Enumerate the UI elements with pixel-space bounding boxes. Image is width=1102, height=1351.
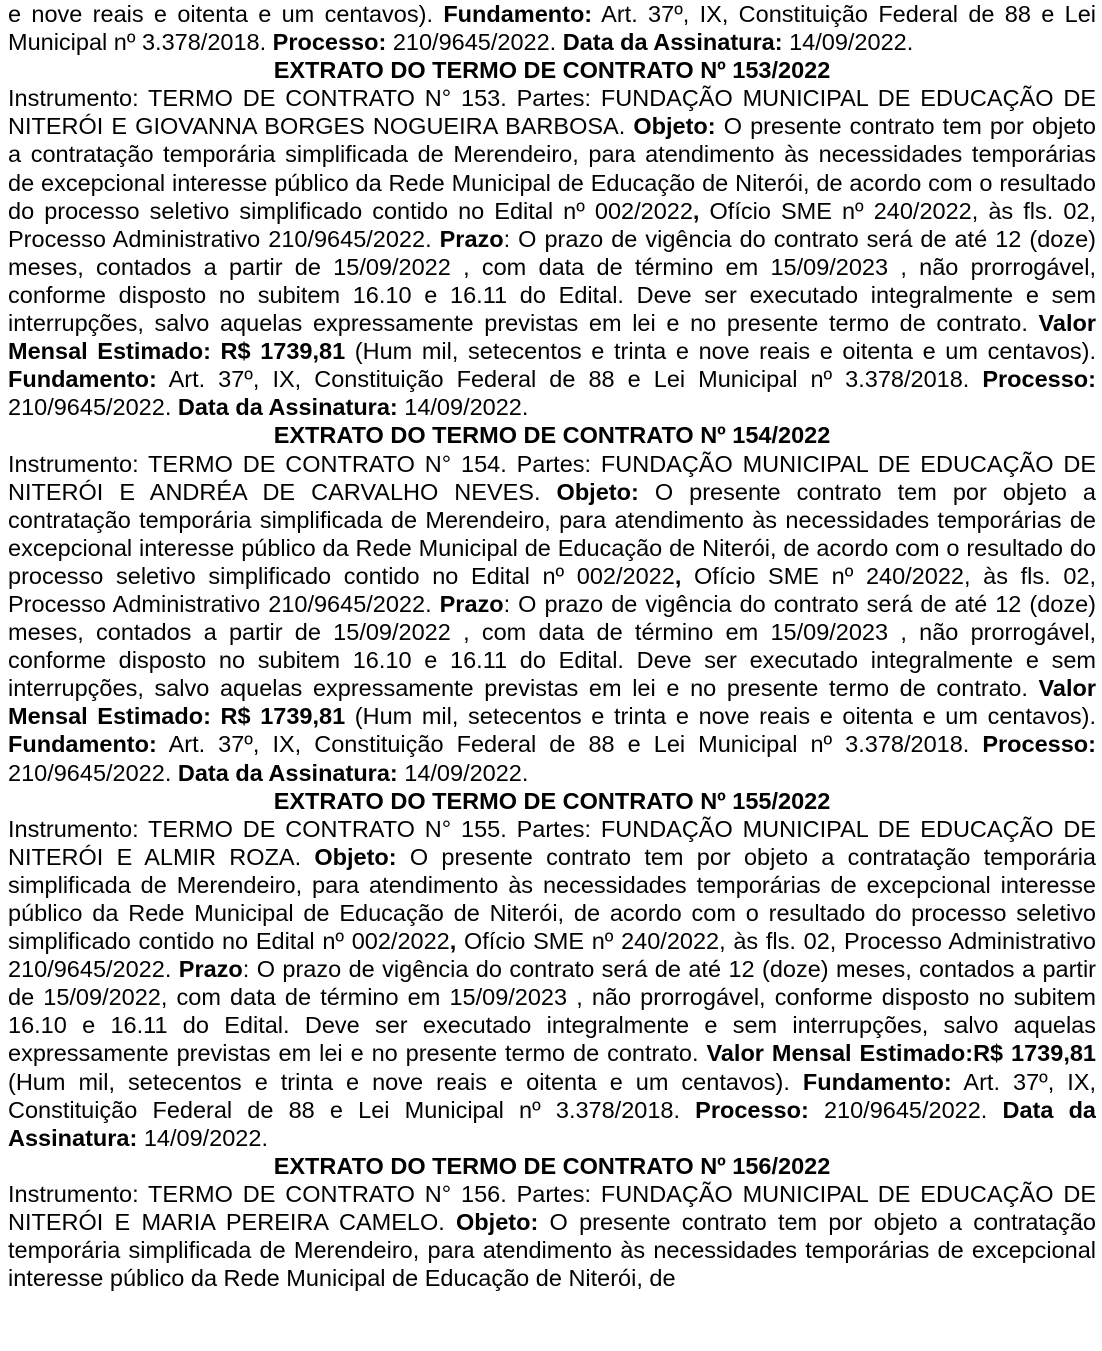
prazo-text: : O prazo de vigência do contrato será de até 12 (doze) meses, contados a partir de 15/09/2022 , com data de término em 15/09/2023 , não prorrogável, conforme disposto no subitem 16.10 e 16.11 do Edital. Deve ser executado integralmente e sem interrupções, salvo aquelas expressamente previstas em lei e no presente termo de contrato. xyxy=(8,225,1096,337)
prazo-label: Prazo xyxy=(439,590,504,617)
intro-data-label: Data da Assinatura: xyxy=(562,29,783,56)
extract-heading: EXTRATO DO TERMO DE CONTRATO Nº 154/2022 xyxy=(273,422,831,449)
instrumento-text: Instrumento: TERMO DE CONTRATO N° 155. Partes: FUNDAÇÃO MUNICIPAL DE EDUCAÇÃO DE NITERÓI E ALMIR ROZA. xyxy=(8,815,1096,870)
intro-processo-label: Processo: xyxy=(272,29,387,56)
extract-heading: EXTRATO DO TERMO DE CONTRATO Nº 155/2022 xyxy=(273,787,831,814)
data-assinatura-text: 14/09/2022. xyxy=(397,759,529,786)
prazo-label: Prazo xyxy=(439,225,504,252)
fundamento-text: Art. 37º, IX, Constituição Federal de 88 e Lei Municipal nº 3.378/2018. xyxy=(156,366,983,393)
fundamento-label: Fundamento: xyxy=(802,1068,952,1095)
intro-text: e nove reais e oitenta e um centavos). xyxy=(8,1,444,27)
valor-label: Valor Mensal Estimado: R$ 1739,81 xyxy=(8,675,1096,730)
valor-text: (Hum mil, setecentos e trinta e nove reais e oitenta e um centavos). xyxy=(345,338,1096,365)
data-assinatura-label: Data da Assinatura: xyxy=(8,1096,1096,1151)
prazo-label: Prazo xyxy=(178,956,243,983)
extract-heading: EXTRATO DO TERMO DE CONTRATO Nº 153/2022 xyxy=(273,57,831,84)
extract-body xyxy=(8,84,1096,421)
data-assinatura-text: 14/09/2022. xyxy=(397,394,529,421)
extract-body xyxy=(8,450,1096,787)
objeto-label: Objeto: xyxy=(456,1209,539,1236)
extract-heading: EXTRATO DO TERMO DE CONTRATO Nº 156/2022 xyxy=(273,1152,831,1179)
processo-text: 210/9645/2022. xyxy=(8,759,178,786)
valor-label: Valor Mensal Estimado: R$ 1739,81 xyxy=(8,310,1096,365)
intro-processo-text: 210/9645/2022. xyxy=(386,29,563,56)
instrumento-text: Instrumento: TERMO DE CONTRATO N° 154. Partes: FUNDAÇÃO MUNICIPAL DE EDUCAÇÃO DE NITERÓI E ANDRÉA DE CARVALHO NEVES. xyxy=(8,450,1096,505)
objeto-label: Objeto: xyxy=(633,113,716,140)
data-assinatura-text: 14/09/2022. xyxy=(137,1124,268,1151)
processo-text: 210/9645/2022. xyxy=(808,1096,1003,1123)
extract-153 xyxy=(8,56,1096,421)
fundamento-label: Fundamento: xyxy=(8,731,157,758)
fundamento-text: Art. 37º, IX, Constituição Federal de 88 e Lei Municipal nº 3.378/2018. xyxy=(156,731,983,758)
objeto-text: O presente contrato tem por objeto a contratação temporária simplificada de Merendeiro, para atendimento às necessidades temporárias de excepcional interesse público da Rede Municipal de Educação de Niterói, de acordo com o resultado do processo seletivo simplificado contido no Edital nº 002/2022 xyxy=(8,478,1096,589)
objeto-comma: , xyxy=(674,562,682,589)
valor-label: Valor Mensal Estimado:R$ 1739,81 xyxy=(706,1040,1096,1067)
objeto-tail: Ofício SME nº 240/2022, às fls. 02, Processo Administrativo 210/9645/2022. xyxy=(8,197,1096,252)
objeto-comma: , xyxy=(449,928,457,955)
fundamento-text: Art. 37º, IX, Constituição Federal de 88 e Lei Municipal nº 3.378/2018. xyxy=(8,1068,1096,1123)
valor-text: (Hum mil, setecentos e trinta e nove reais e oitenta e um centavos). xyxy=(345,703,1096,730)
processo-label: Processo: xyxy=(982,366,1096,393)
data-assinatura-label: Data da Assinatura: xyxy=(177,394,398,421)
processo-label: Processo: xyxy=(695,1096,809,1123)
valor-text: (Hum mil, setecentos e trinta e nove reais e oitenta e um centavos). xyxy=(8,1068,803,1095)
instrumento-text: Instrumento: TERMO DE CONTRATO N° 156. Partes: FUNDAÇÃO MUNICIPAL DE EDUCAÇÃO DE NITERÓI E MARIA PEREIRA CAMELO. xyxy=(8,1180,1096,1236)
prazo-text: : O prazo de vigência do contrato será de até 12 (doze) meses, contados a partir de 15/09/2022 , com data de término em 15/09/2023 , não prorrogável, conforme disposto no subitem 16.10 e 16.11 do Edital. Deve ser executado integralmente e sem interrupções, salvo aquelas expressamente previstas em lei e no presente termo de contrato. xyxy=(8,590,1096,702)
objeto-text: O presente contrato tem por objeto a contratação temporária simplificada de Merendeiro, para atendimento às necessidades temporárias de excepcional interesse público da Rede Municipal de Educação de Niterói, de acordo com o resultado do processo seletivo simplificado contido no Edital nº 002/2022 xyxy=(8,843,1096,955)
extract-body xyxy=(8,1180,1096,1292)
extract-155 xyxy=(8,787,1096,1152)
fundamento-label: Fundamento: xyxy=(8,366,157,393)
objeto-label: Objeto: xyxy=(314,843,397,870)
extract-154 xyxy=(8,421,1096,786)
objeto-label: Objeto: xyxy=(556,478,639,505)
intro-fundamento-text: Art. 37º, IX, Constituição Federal de 88 e Lei Municipal nº 3.378/2018. xyxy=(8,1,1096,56)
document-page xyxy=(8,0,1096,1351)
objeto-comma: , xyxy=(692,197,700,224)
data-assinatura-label: Data da Assinatura: xyxy=(177,759,398,786)
intro-fundamento-label: Fundamento: xyxy=(443,1,593,27)
objeto-text: O presente contrato tem por objeto a contratação temporária simplificada de Merendeiro, para atendimento às necessidades temporárias de excepcional interesse público da Rede Municipal de Educação de Niterói, de xyxy=(8,1209,1096,1292)
objeto-text: O presente contrato tem por objeto a contratação temporária simplificada de Merendeiro, para atendimento às necessidades temporárias de excepcional interesse público da Rede Municipal de Educação de Niterói, de acordo com o resultado do processo seletivo simplificado contido no Edital nº 002/2022 xyxy=(8,113,1096,224)
extract-body xyxy=(8,815,1096,1152)
processo-text: 210/9645/2022. xyxy=(8,394,178,421)
processo-label: Processo: xyxy=(982,731,1096,758)
prazo-text: : O prazo de vigência do contrato será de até 12 (doze) meses, contados a partir de 15/09/2022, com data de término em 15/09/2023 , não prorrogável, conforme disposto no subitem 16.10 e 16.11 do Edital. Deve ser executado integralmente e sem interrupções, salvo aquelas expressamente previstas em lei e no presente termo de contrato. xyxy=(8,956,1096,1067)
objeto-tail: Ofício SME nº 240/2022, às fls. 02, Processo Administrativo 210/9645/2022. xyxy=(8,928,1096,983)
intro-data-text: 14/09/2022. xyxy=(782,29,914,56)
instrumento-text: Instrumento: TERMO DE CONTRATO N° 153. Partes: FUNDAÇÃO MUNICIPAL DE EDUCAÇÃO DE NITERÓI E GIOVANNA BORGES NOGUEIRA BARBOSA. xyxy=(8,85,1096,140)
objeto-tail: Ofício SME nº 240/2022, às fls. 02, Processo Administrativo 210/9645/2022. xyxy=(8,562,1096,617)
extract-156 xyxy=(8,1152,1096,1292)
intro-paragraph xyxy=(8,0,1096,56)
